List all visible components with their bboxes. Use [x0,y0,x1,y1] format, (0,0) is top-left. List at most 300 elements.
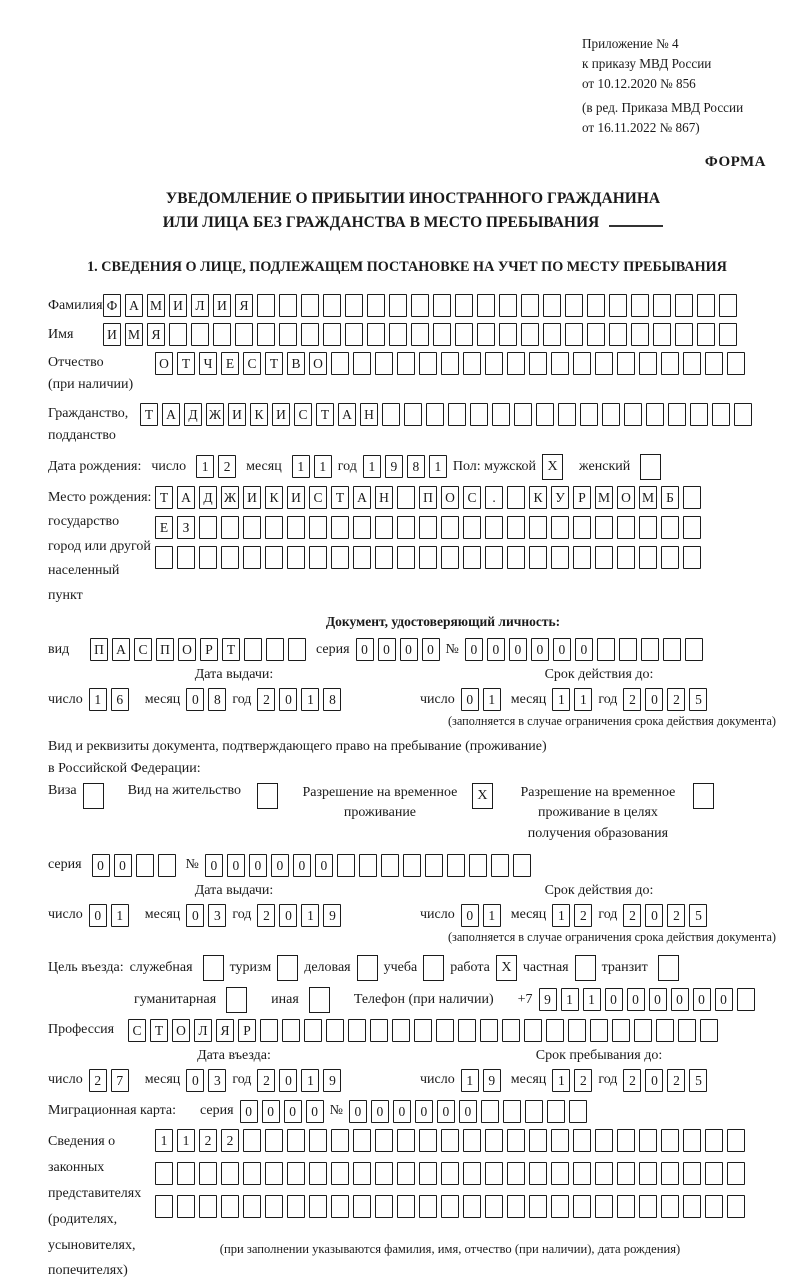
given-name-cells[interactable] [103,323,737,346]
char-cell[interactable] [507,1162,525,1185]
char-cell[interactable] [485,1195,503,1218]
char-cell[interactable] [617,516,635,539]
char-cell[interactable] [507,352,525,375]
citizenship-cells[interactable] [140,403,752,426]
char-cell[interactable]: 0 [459,1100,477,1123]
char-cell[interactable]: Б [661,486,679,509]
char-cell[interactable] [656,1019,674,1042]
char-cell[interactable]: 1 [483,688,501,711]
char-cell[interactable] [370,1019,388,1042]
char-cell[interactable] [595,546,613,569]
char-cell[interactable]: Л [194,1019,212,1042]
char-cell[interactable] [503,1100,521,1123]
char-cell[interactable] [331,1129,349,1152]
char-cell[interactable] [565,323,583,346]
char-cell[interactable] [551,352,569,375]
char-cell[interactable] [619,638,637,661]
char-cell[interactable]: О [178,638,196,661]
char-cell[interactable]: 2 [623,904,641,927]
char-cell[interactable]: О [441,486,459,509]
char-cell[interactable] [525,1100,543,1123]
char-cell[interactable] [683,1129,701,1152]
char-cell[interactable] [485,546,503,569]
char-cell[interactable] [617,546,635,569]
char-cell[interactable] [265,1162,283,1185]
char-cell[interactable]: О [172,1019,190,1042]
char-cell[interactable] [524,1019,542,1042]
char-cell[interactable] [477,323,495,346]
char-cell[interactable] [265,516,283,539]
char-cell[interactable]: 0 [279,1069,297,1092]
char-cell[interactable]: 1 [301,904,319,927]
char-cell[interactable]: И [287,486,305,509]
char-cell[interactable] [617,1129,635,1152]
char-cell[interactable]: 0 [262,1100,280,1123]
char-cell[interactable] [331,546,349,569]
char-cell[interactable] [441,1129,459,1152]
char-cell[interactable]: И [228,403,246,426]
char-cell[interactable]: . [485,486,503,509]
char-cell[interactable]: 0 [279,688,297,711]
char-cell[interactable] [491,854,509,877]
representatives-cells-row3[interactable] [155,1195,745,1218]
char-cell[interactable]: О [617,486,635,509]
char-cell[interactable] [287,1162,305,1185]
char-cell[interactable]: Т [177,352,195,375]
identity-issued-month-cells[interactable] [186,688,226,711]
char-cell[interactable]: И [213,294,231,317]
phone-cells[interactable] [539,988,755,1011]
char-cell[interactable] [663,638,681,661]
char-cell[interactable] [419,352,437,375]
char-cell[interactable]: 0 [509,638,527,661]
char-cell[interactable] [353,546,371,569]
char-cell[interactable] [353,1195,371,1218]
char-cell[interactable] [177,1162,195,1185]
char-cell[interactable]: П [156,638,174,661]
char-cell[interactable] [631,323,649,346]
char-cell[interactable] [617,352,635,375]
migration-number-cells[interactable] [349,1100,587,1123]
char-cell[interactable] [675,294,693,317]
char-cell[interactable]: Т [150,1019,168,1042]
purpose-other-checkbox[interactable] [309,987,330,1013]
char-cell[interactable] [470,403,488,426]
char-cell[interactable]: 0 [271,854,289,877]
char-cell[interactable] [287,546,305,569]
char-cell[interactable] [447,854,465,877]
char-cell[interactable]: 0 [306,1100,324,1123]
char-cell[interactable]: 2 [623,688,641,711]
char-cell[interactable] [683,546,701,569]
stay-month-cells[interactable] [552,1069,592,1092]
char-cell[interactable]: Я [235,294,253,317]
char-cell[interactable] [675,323,693,346]
temporary-residence-education-checkbox[interactable] [693,783,714,809]
char-cell[interactable]: Д [184,403,202,426]
char-cell[interactable]: 0 [371,1100,389,1123]
char-cell[interactable] [345,294,363,317]
char-cell[interactable]: 1 [155,1129,173,1152]
char-cell[interactable] [661,516,679,539]
char-cell[interactable]: 1 [89,688,107,711]
char-cell[interactable]: 9 [323,1069,341,1092]
residence-valid-year-cells[interactable] [623,904,707,927]
char-cell[interactable]: В [287,352,305,375]
char-cell[interactable]: И [272,403,290,426]
char-cell[interactable]: 0 [627,988,645,1011]
char-cell[interactable]: Р [573,486,591,509]
char-cell[interactable] [448,403,466,426]
char-cell[interactable] [661,1129,679,1152]
char-cell[interactable]: 8 [208,688,226,711]
migration-series-cells[interactable] [240,1100,324,1123]
char-cell[interactable]: С [128,1019,146,1042]
char-cell[interactable] [353,352,371,375]
char-cell[interactable]: 0 [693,988,711,1011]
char-cell[interactable] [353,1162,371,1185]
char-cell[interactable] [331,1162,349,1185]
stay-year-cells[interactable] [623,1069,707,1092]
char-cell[interactable]: 0 [422,638,440,661]
birth-place-cells-row3[interactable] [155,546,701,569]
char-cell[interactable]: 2 [574,1069,592,1092]
entry-month-cells[interactable] [186,1069,226,1092]
char-cell[interactable]: 0 [249,854,267,877]
char-cell[interactable]: 9 [323,904,341,927]
char-cell[interactable] [397,1195,415,1218]
char-cell[interactable] [463,352,481,375]
birth-place-cells-row2[interactable] [155,516,701,539]
char-cell[interactable] [419,546,437,569]
char-cell[interactable]: 0 [186,1069,204,1092]
char-cell[interactable]: М [147,294,165,317]
char-cell[interactable] [705,1195,723,1218]
identity-series-cells[interactable] [356,638,440,661]
char-cell[interactable] [573,1195,591,1218]
char-cell[interactable]: 0 [531,638,549,661]
char-cell[interactable]: 9 [483,1069,501,1092]
char-cell[interactable]: 0 [205,854,223,877]
char-cell[interactable] [426,403,444,426]
char-cell[interactable]: Ч [199,352,217,375]
char-cell[interactable]: 0 [186,904,204,927]
char-cell[interactable] [595,1195,613,1218]
char-cell[interactable]: 8 [407,455,425,478]
char-cell[interactable] [243,546,261,569]
char-cell[interactable]: 2 [221,1129,239,1152]
char-cell[interactable]: Ж [206,403,224,426]
purpose-humanitarian-checkbox[interactable] [226,987,247,1013]
char-cell[interactable] [631,294,649,317]
patronymic-cells[interactable] [155,352,745,375]
char-cell[interactable] [243,1195,261,1218]
char-cell[interactable] [661,1195,679,1218]
char-cell[interactable] [546,1019,564,1042]
char-cell[interactable]: Т [222,638,240,661]
char-cell[interactable]: 0 [553,638,571,661]
char-cell[interactable] [287,516,305,539]
char-cell[interactable]: 3 [208,1069,226,1092]
char-cell[interactable] [221,516,239,539]
char-cell[interactable] [199,1195,217,1218]
char-cell[interactable] [458,1019,476,1042]
char-cell[interactable] [397,486,415,509]
char-cell[interactable] [678,1019,696,1042]
char-cell[interactable]: Т [140,403,158,426]
char-cell[interactable] [155,1195,173,1218]
char-cell[interactable] [436,1019,454,1042]
char-cell[interactable]: К [250,403,268,426]
char-cell[interactable]: 9 [385,455,403,478]
char-cell[interactable] [279,294,297,317]
char-cell[interactable] [609,323,627,346]
char-cell[interactable]: 2 [667,1069,685,1092]
char-cell[interactable] [331,1195,349,1218]
char-cell[interactable] [279,323,297,346]
char-cell[interactable] [381,854,399,877]
char-cell[interactable] [536,403,554,426]
char-cell[interactable]: 1 [461,1069,479,1092]
char-cell[interactable] [529,546,547,569]
char-cell[interactable] [612,1019,630,1042]
char-cell[interactable]: С [243,352,261,375]
identity-valid-month-cells[interactable] [552,688,592,711]
purpose-work-checkbox[interactable]: X [496,955,517,981]
char-cell[interactable]: 2 [218,455,236,478]
char-cell[interactable] [727,1129,745,1152]
char-cell[interactable] [569,1100,587,1123]
char-cell[interactable] [587,294,605,317]
char-cell[interactable]: 0 [92,854,110,877]
char-cell[interactable] [668,403,686,426]
char-cell[interactable] [397,516,415,539]
char-cell[interactable]: Т [265,352,283,375]
purpose-transit-checkbox[interactable] [658,955,679,981]
entry-day-cells[interactable] [89,1069,129,1092]
representatives-cells-row1[interactable] [155,1129,745,1152]
char-cell[interactable] [481,1100,499,1123]
char-cell[interactable] [375,1129,393,1152]
char-cell[interactable] [551,516,569,539]
entry-year-cells[interactable] [257,1069,341,1092]
char-cell[interactable] [463,546,481,569]
char-cell[interactable]: Л [191,294,209,317]
char-cell[interactable]: 5 [689,904,707,927]
char-cell[interactable] [705,1162,723,1185]
char-cell[interactable]: 2 [199,1129,217,1152]
char-cell[interactable]: 1 [429,455,447,478]
char-cell[interactable]: 5 [689,688,707,711]
char-cell[interactable] [375,1162,393,1185]
char-cell[interactable] [639,1162,657,1185]
char-cell[interactable] [375,516,393,539]
char-cell[interactable] [595,1162,613,1185]
char-cell[interactable] [323,294,341,317]
char-cell[interactable] [521,294,539,317]
char-cell[interactable] [326,1019,344,1042]
char-cell[interactable]: 0 [378,638,396,661]
char-cell[interactable]: З [177,516,195,539]
char-cell[interactable] [595,1129,613,1152]
char-cell[interactable]: О [309,352,327,375]
char-cell[interactable] [543,323,561,346]
char-cell[interactable] [573,352,591,375]
char-cell[interactable] [282,1019,300,1042]
visa-checkbox[interactable] [83,783,104,809]
char-cell[interactable] [309,1195,327,1218]
char-cell[interactable] [639,1195,657,1218]
char-cell[interactable] [353,516,371,539]
birth-month-cells[interactable] [292,455,332,478]
char-cell[interactable]: Е [221,352,239,375]
char-cell[interactable]: Е [155,516,173,539]
char-cell[interactable]: А [125,294,143,317]
char-cell[interactable] [712,403,730,426]
char-cell[interactable] [419,1162,437,1185]
char-cell[interactable] [705,352,723,375]
char-cell[interactable]: 2 [257,1069,275,1092]
char-cell[interactable] [485,1162,503,1185]
residence-issued-year-cells[interactable] [257,904,341,927]
char-cell[interactable]: 2 [667,688,685,711]
stay-day-cells[interactable] [461,1069,501,1092]
char-cell[interactable] [653,323,671,346]
char-cell[interactable]: 1 [196,455,214,478]
surname-cells[interactable] [103,294,737,317]
char-cell[interactable]: А [338,403,356,426]
char-cell[interactable] [257,294,275,317]
char-cell[interactable] [367,323,385,346]
char-cell[interactable] [683,486,701,509]
char-cell[interactable] [455,323,473,346]
char-cell[interactable] [507,546,525,569]
char-cell[interactable]: 1 [111,904,129,927]
char-cell[interactable] [507,516,525,539]
char-cell[interactable] [411,323,429,346]
char-cell[interactable] [573,1129,591,1152]
char-cell[interactable] [558,403,576,426]
char-cell[interactable] [213,323,231,346]
char-cell[interactable] [304,1019,322,1042]
char-cell[interactable] [301,294,319,317]
char-cell[interactable]: 0 [671,988,689,1011]
char-cell[interactable]: 0 [227,854,245,877]
char-cell[interactable] [507,1129,525,1152]
char-cell[interactable] [477,294,495,317]
sex-male-checkbox[interactable]: X [542,454,563,480]
char-cell[interactable] [414,1019,432,1042]
char-cell[interactable] [469,854,487,877]
char-cell[interactable] [499,323,517,346]
char-cell[interactable] [243,1162,261,1185]
char-cell[interactable] [265,1129,283,1152]
char-cell[interactable]: 1 [177,1129,195,1152]
char-cell[interactable]: П [90,638,108,661]
char-cell[interactable]: Т [331,486,349,509]
char-cell[interactable] [521,323,539,346]
char-cell[interactable] [419,516,437,539]
char-cell[interactable] [719,323,737,346]
char-cell[interactable] [580,403,598,426]
char-cell[interactable]: 1 [552,904,570,927]
char-cell[interactable]: Т [155,486,173,509]
char-cell[interactable] [587,323,605,346]
char-cell[interactable]: 0 [240,1100,258,1123]
purpose-tourism-checkbox[interactable] [277,955,298,981]
char-cell[interactable] [573,516,591,539]
char-cell[interactable]: 2 [667,904,685,927]
char-cell[interactable] [529,1195,547,1218]
char-cell[interactable] [590,1019,608,1042]
char-cell[interactable] [661,1162,679,1185]
char-cell[interactable] [155,1162,173,1185]
char-cell[interactable]: 9 [539,988,557,1011]
char-cell[interactable] [419,1129,437,1152]
char-cell[interactable] [624,403,642,426]
char-cell[interactable]: 0 [461,904,479,927]
char-cell[interactable] [244,638,262,661]
purpose-business-checkbox[interactable] [357,955,378,981]
char-cell[interactable]: Р [200,638,218,661]
char-cell[interactable] [463,516,481,539]
char-cell[interactable]: 2 [257,904,275,927]
char-cell[interactable] [441,1162,459,1185]
char-cell[interactable] [397,1162,415,1185]
char-cell[interactable] [359,854,377,877]
char-cell[interactable] [653,294,671,317]
char-cell[interactable]: 0 [575,638,593,661]
char-cell[interactable] [641,638,659,661]
char-cell[interactable] [221,546,239,569]
char-cell[interactable] [433,323,451,346]
char-cell[interactable]: А [112,638,130,661]
residence-valid-day-cells[interactable] [461,904,501,927]
char-cell[interactable] [547,1100,565,1123]
char-cell[interactable] [463,1162,481,1185]
char-cell[interactable] [367,294,385,317]
char-cell[interactable]: Н [375,486,393,509]
char-cell[interactable] [697,294,715,317]
char-cell[interactable]: И [103,323,121,346]
birth-day-cells[interactable] [196,455,236,478]
birth-year-cells[interactable] [363,455,447,478]
residence-issued-day-cells[interactable] [89,904,129,927]
char-cell[interactable] [507,1195,525,1218]
char-cell[interactable] [345,323,363,346]
identity-number-cells[interactable] [465,638,703,661]
char-cell[interactable] [337,854,355,877]
char-cell[interactable] [441,1195,459,1218]
char-cell[interactable] [573,1162,591,1185]
char-cell[interactable]: Ж [221,486,239,509]
char-cell[interactable]: 1 [552,1069,570,1092]
char-cell[interactable]: 6 [111,688,129,711]
char-cell[interactable]: 2 [257,688,275,711]
char-cell[interactable]: 0 [186,688,204,711]
sex-female-checkbox[interactable] [640,454,661,480]
char-cell[interactable] [375,1195,393,1218]
char-cell[interactable] [375,352,393,375]
char-cell[interactable]: 0 [315,854,333,877]
char-cell[interactable]: 0 [465,638,483,661]
char-cell[interactable] [403,854,421,877]
char-cell[interactable]: М [125,323,143,346]
char-cell[interactable] [441,546,459,569]
char-cell[interactable]: А [177,486,195,509]
temporary-residence-checkbox[interactable]: X [472,783,493,809]
char-cell[interactable] [243,516,261,539]
